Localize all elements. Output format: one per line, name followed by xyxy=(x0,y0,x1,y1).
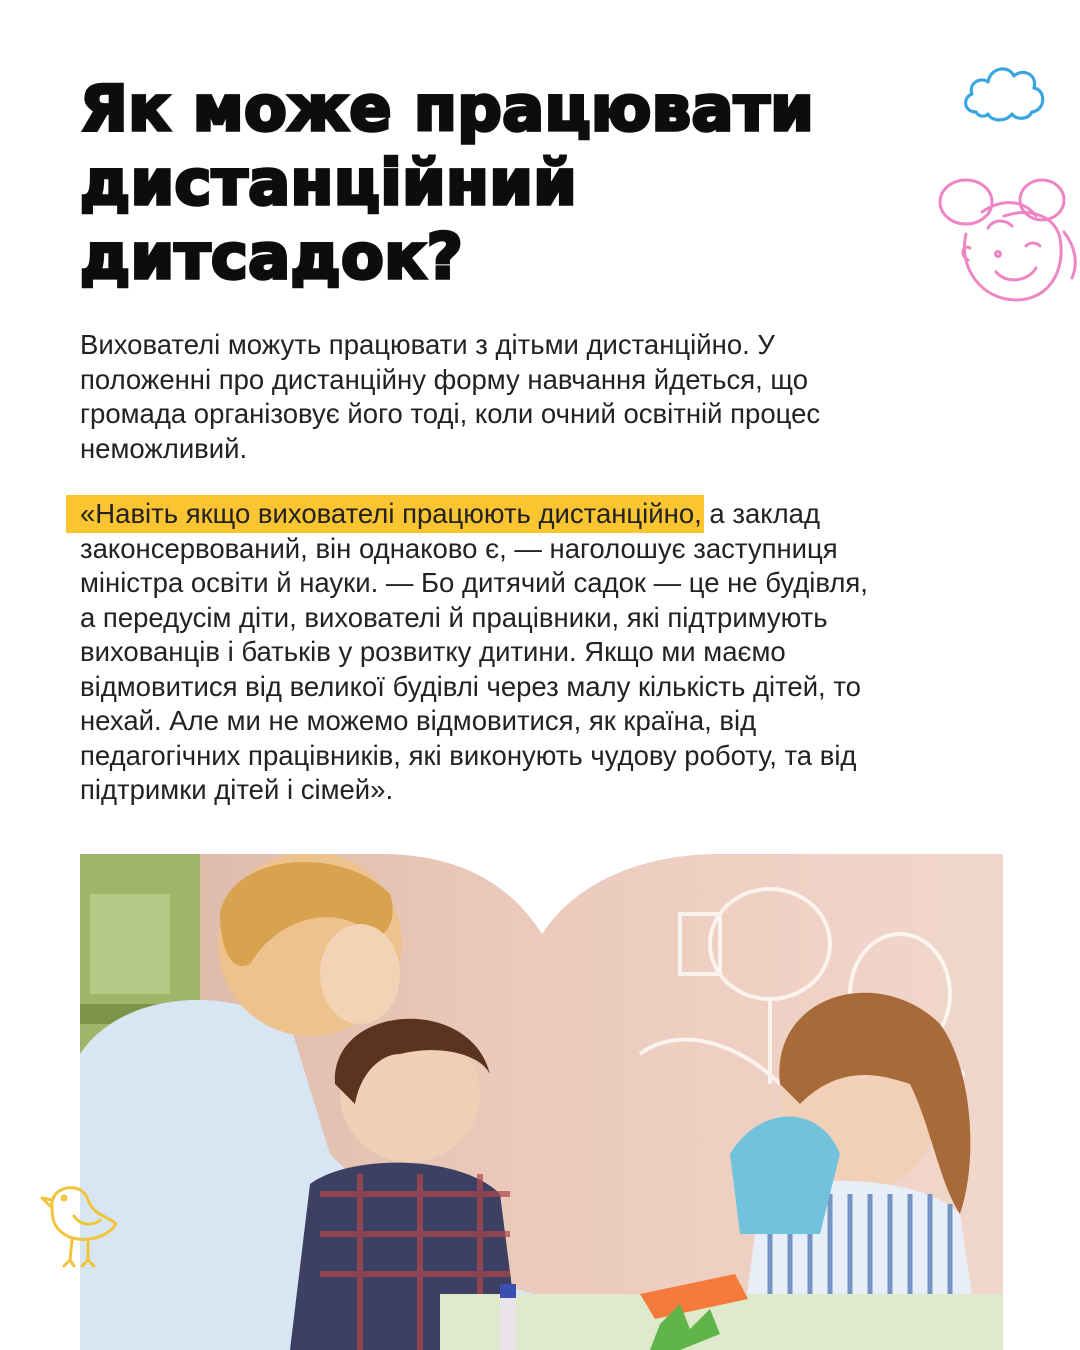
intro-paragraph xyxy=(80,328,1015,466)
quote-line-4: а передусім діти, вихователі й працівники, які підтримують xyxy=(80,601,828,633)
quote-line-7: нехай. Але ми не можемо відмовитися, як країна, від xyxy=(80,705,757,736)
quote-line-1-rest: а заклад xyxy=(701,498,820,529)
intro-line-2: положенні про дистанційну форму навчання йдеться, що xyxy=(80,363,809,395)
intro-line-1: Вихователі можуть працювати з дітьми дистанційно. У xyxy=(80,329,775,360)
quote-line-1 xyxy=(80,497,1015,532)
children-crafting-illustration xyxy=(80,854,1003,1350)
quote-line-2: законсервований, він однаково є, — наголошує заступниця xyxy=(80,532,838,564)
quote-line-9: підтримки дітей і сімей». xyxy=(80,774,394,805)
quote-line-5: вихованців і батьків у розвитку дитини. Якщо ми маємо xyxy=(80,636,786,667)
bird-icon xyxy=(38,1176,122,1270)
page-title xyxy=(80,72,940,294)
title-line-2: дистанційний xyxy=(80,146,578,219)
intro-line-4: неможливий. xyxy=(80,432,248,464)
title-line-3: дитсадок? xyxy=(80,220,464,293)
quote-line-6: відмовитися від великої будівлі через малу кількість дітей, то xyxy=(80,670,861,702)
quote-highlight: «Навіть якщо вихователі працюють дистанційно, xyxy=(80,495,702,533)
cloud-icon xyxy=(958,58,1048,128)
children-photo xyxy=(80,854,1003,1350)
girl-face-icon xyxy=(932,168,1080,310)
quote-line-8: педагогічних працівників, які виконують чудову роботу, та від xyxy=(80,739,857,771)
quote-line-3: міністра освіти й науки. — Бо дитячий садок — це не будівля, xyxy=(80,567,868,598)
quote-paragraph xyxy=(80,497,1015,808)
intro-line-3: громада організовує його тоді, коли очний освітній процес xyxy=(80,398,821,429)
title-line-1: Як може працювати xyxy=(80,72,815,145)
